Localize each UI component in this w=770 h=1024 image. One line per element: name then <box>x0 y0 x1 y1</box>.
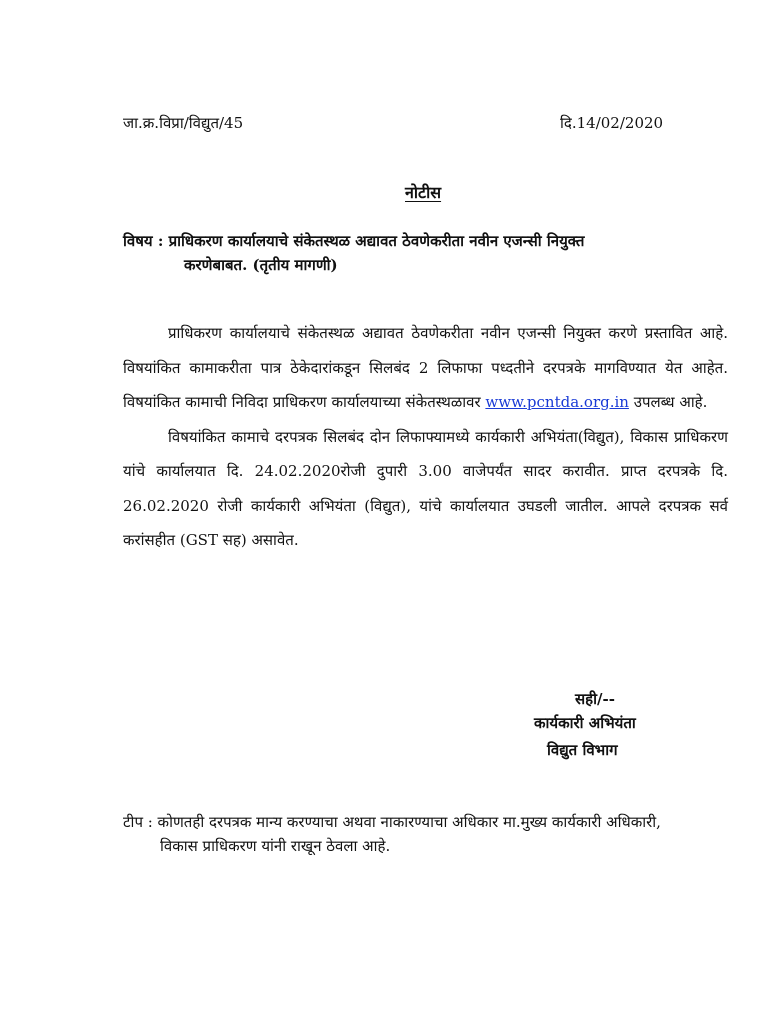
subject-line-2: करणेबाबत. (तृतीय मागणी) <box>184 256 338 274</box>
body-paragraph-2: विषयांकित कामाचे दरपत्रक सिलबंद दोन लिफाफ्यामध्ये कार्यकारी अभियंता(विद्युत), विकास प्राधिकरण यांचे कार्यालयात दि. 24.02.2020रोजी दुपारी 3.00 वाजेपर्यंत सादर करावीत. प्राप्त दरपत्रके दि. 26.02.2020 रोजी कार्यकारी अभियंता (विद्युत), यांचे कार्यालयात उघडली जातील. आपले दरपत्रक सर्व करांसहीत (GST सह) असावेत. <box>123 427 728 549</box>
notice-subject <box>123 229 723 277</box>
subject-line-1: विषय : प्राधिकरण कार्यालयाचे संकेतस्थळ अद्यावत ठेवणेकरीता नवीन एजन्सी नियुक्त <box>123 232 585 250</box>
signatory-department: विद्युत विभाग <box>547 741 618 759</box>
signatory-designation: कार्यकारी अभियंता <box>534 714 636 732</box>
footnote <box>123 810 743 858</box>
signature-mark: सही/-- <box>575 690 615 708</box>
paragraph-1-tail: उपलब्ध आहे. <box>628 393 708 411</box>
paragraph-1-text: प्राधिकरण कार्यालयाचे संकेतस्थळ अद्यावत ठेवणेकरीता नवीन एजन्सी नियुक्त करणे प्रस्तावित आहे. विषयांकित कामाकरीता पात्र ठेकेदारांकडून सिलबंद 2 लिफाफा पध्दतीने दरपत्रके मागविण्यात येत आहेत. विषयांकित कामाची निविदा प्राधिकरण कार्यालयाच्या संकेतस्थळावर <box>123 324 728 411</box>
notice-body <box>123 316 728 558</box>
body-paragraph-1 <box>123 316 728 420</box>
notice-title: नोटीस <box>405 183 442 202</box>
reference-number: जा.क्र.विप्रा/विद्युत/45 <box>123 114 244 132</box>
footnote-line-2: विकास प्राधिकरण यांनी राखून ठेवला आहे. <box>160 837 391 855</box>
footnote-line-1: टीप : कोणतही दरपत्रक मान्य करण्याचा अथवा नाकारण्याचा अधिकार मा.मुख्य कार्यकारी अधिकारी, <box>123 813 661 831</box>
notice-date: दि.14/02/2020 <box>560 114 664 132</box>
website-link[interactable]: www.pcntda.org.in <box>485 393 629 411</box>
